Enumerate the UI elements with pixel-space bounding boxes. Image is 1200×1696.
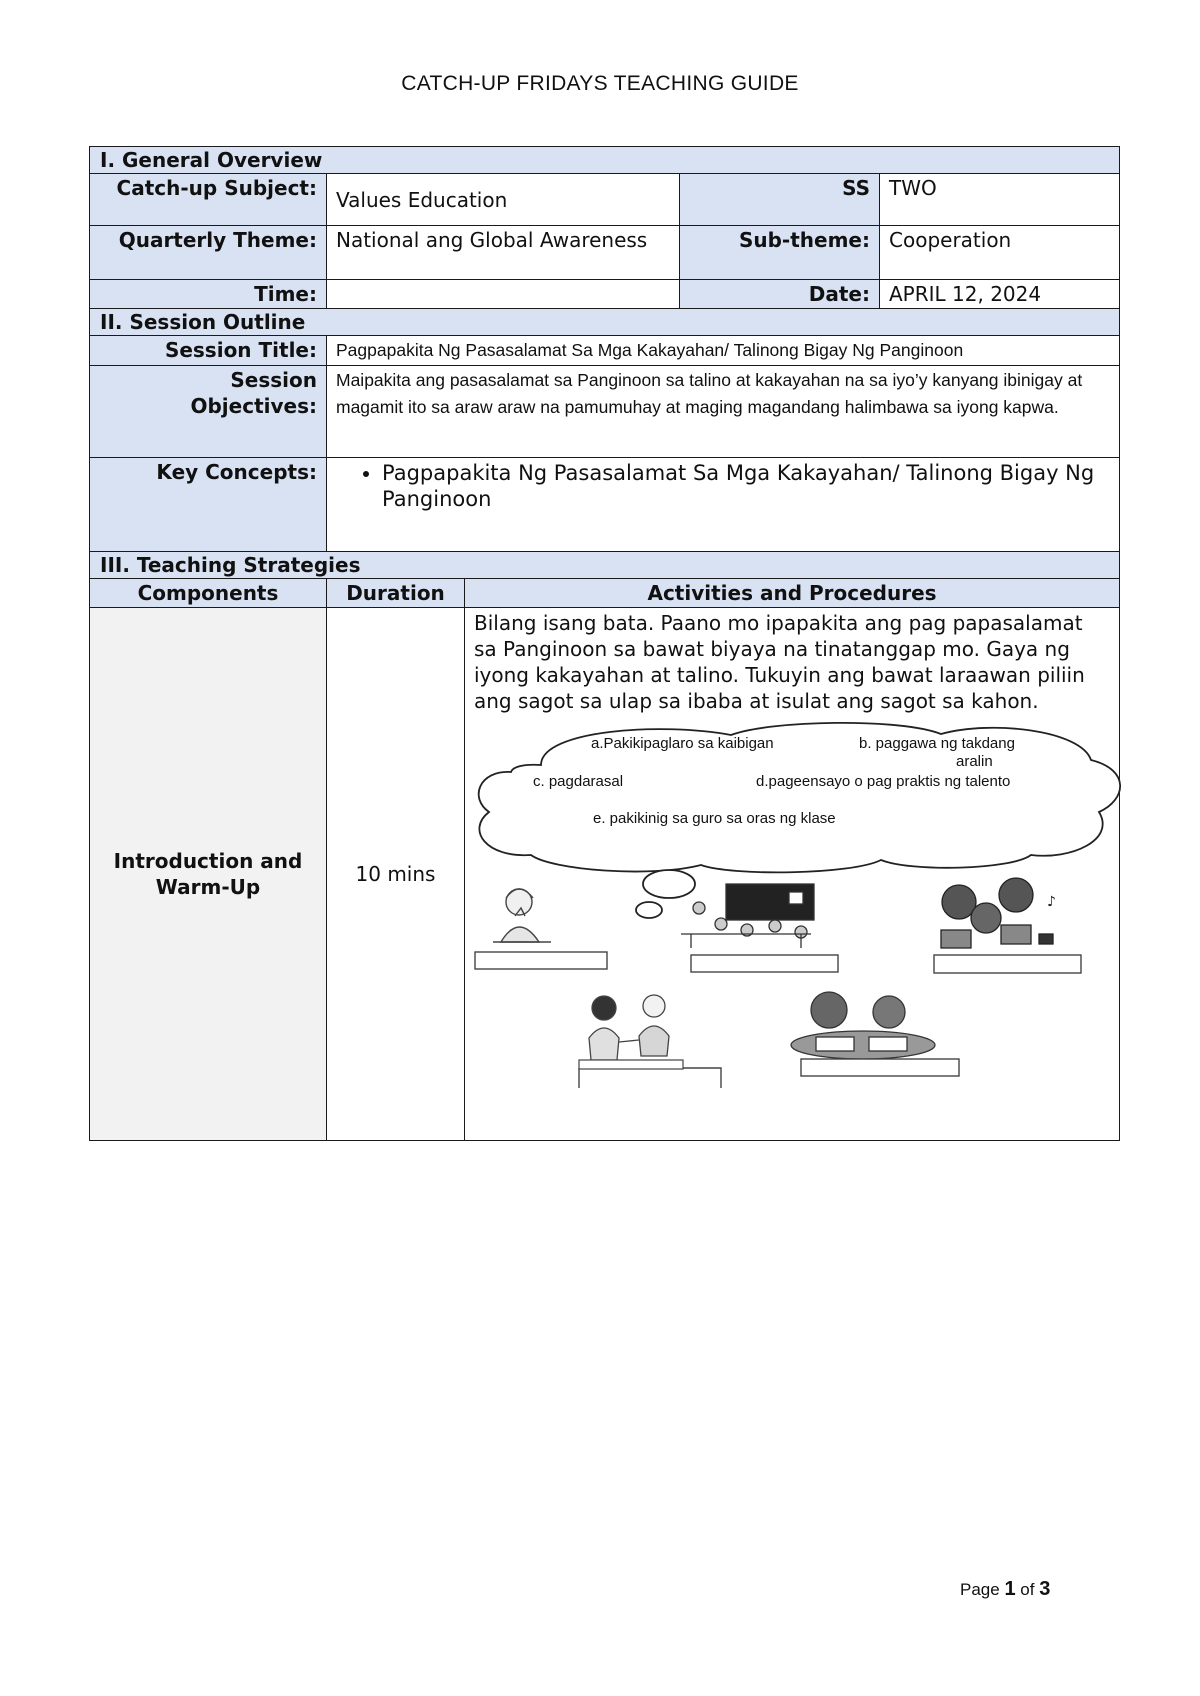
theme-value: National ang Global Awareness: [327, 226, 680, 280]
session-objectives-label: Session Objectives:: [90, 366, 327, 458]
theme-row: [90, 226, 1120, 280]
session-objectives-value: Maipakita ang pasasalamat sa Panginoon sa talino at kakayahan na sa iyo’y kanyang ibinigay at magamit ito sa araw araw na pamumuhay at maging magandang halimbawa sa iyong kapwa.: [327, 366, 1120, 458]
document-title: CATCH-UP FRIDAYS TEACHING GUIDE: [401, 72, 799, 95]
theme-label: Quarterly Theme:: [90, 226, 327, 280]
general-overview-heading: I. General Overview: [90, 147, 1120, 174]
page-footer: [960, 1578, 1050, 1601]
of-word: of: [1020, 1580, 1035, 1599]
teaching-strategies-header-row: [90, 552, 1120, 579]
activity-instructions: Bilang isang bata. Paano mo ipapakita ang pag papasalamat sa Panginoon sa bawat biyaya na tinatanggap mo. Gaya ng iyong kakayahan at talino. Tukuyin ang bawat laraawan piliin ang sagot sa ulap sa ibaba at isulat ang sagot sa kahon.: [474, 611, 1085, 713]
teaching-guide-table: [89, 146, 1120, 1141]
subject-value: Values Education: [327, 174, 680, 226]
cloud-option-b-cont: aralin: [956, 753, 993, 770]
ss-label: SS: [680, 174, 880, 226]
strategy-row-intro: [90, 608, 1120, 1141]
cloud-option-a: a.Pakikipaglaro sa kaibigan: [591, 735, 774, 752]
answer-box-2[interactable]: [691, 955, 838, 972]
ss-value: TWO: [880, 174, 1120, 226]
session-title-row: [90, 336, 1120, 366]
page-number: 1: [1004, 1578, 1016, 1600]
homework-children-picture: [791, 992, 935, 1059]
subtheme-value: Cooperation: [880, 226, 1120, 280]
time-label: Time:: [90, 280, 327, 309]
answer-box-5[interactable]: [801, 1059, 959, 1076]
cloud-option-e: e. pakikinig sa guro sa oras ng klase: [593, 810, 836, 827]
session-title-label: Session Title:: [90, 336, 327, 366]
duration-cell: 10 mins: [327, 608, 465, 1141]
cloud-option-b: b. paggawa ng takdang: [859, 735, 1015, 752]
playing-children-picture: [589, 995, 669, 1060]
activity-worksheet-illustration: [471, 720, 1126, 1098]
general-overview-header-row: [90, 147, 1120, 174]
praying-child-picture: [493, 889, 551, 942]
subtheme-label: Sub-theme:: [680, 226, 880, 280]
subject-row: [90, 174, 1120, 226]
col-components: Components: [90, 579, 327, 608]
session-objectives-row: [90, 366, 1120, 458]
teaching-strategies-heading: III. Teaching Strategies: [90, 552, 1120, 579]
svg-text:♪: ♪: [1047, 894, 1056, 910]
date-label: Date:: [680, 280, 880, 309]
key-concepts-row: [90, 458, 1120, 552]
cloud-option-d: d.pageensayo o pag praktis ng talento: [756, 773, 1011, 790]
key-concept-item: • Pagpapakita Ng Pasasalamat Sa Mga Kakayahan/ Talinong Bigay Ng Panginoon: [382, 460, 1110, 512]
page-word: Page: [960, 1580, 1000, 1599]
strategies-columns-row: [90, 579, 1120, 608]
time-date-row: [90, 280, 1120, 309]
key-concepts-label: Key Concepts:: [90, 458, 327, 552]
answer-box-4[interactable]: [579, 1068, 721, 1088]
component-cell: Introduction and Warm-Up: [90, 608, 327, 1141]
activity-cell: [465, 608, 1120, 1141]
col-activities: Activities and Procedures: [465, 579, 1120, 608]
performing-children-picture: [941, 878, 1056, 948]
session-outline-header-row: [90, 309, 1120, 336]
answer-box-1[interactable]: [475, 952, 607, 969]
cloud-option-c: c. pagdarasal: [533, 773, 624, 790]
session-title-value: Pagpapakita Ng Pasasalamat Sa Mga Kakayahan/ Talinong Bigay Ng Panginoon: [327, 336, 1120, 366]
time-value: [327, 280, 680, 309]
col-duration: Duration: [327, 579, 465, 608]
answer-box-3[interactable]: [934, 955, 1081, 973]
date-value: APRIL 12, 2024: [880, 280, 1120, 309]
subject-label: Catch-up Subject:: [90, 174, 327, 226]
classroom-picture: [681, 884, 814, 948]
answer-box-4-top: [579, 1060, 683, 1069]
session-outline-heading: II. Session Outline: [90, 309, 1120, 336]
page-total: 3: [1039, 1578, 1051, 1600]
key-concepts-cell: [327, 458, 1120, 552]
key-concepts-list: [336, 460, 1110, 512]
